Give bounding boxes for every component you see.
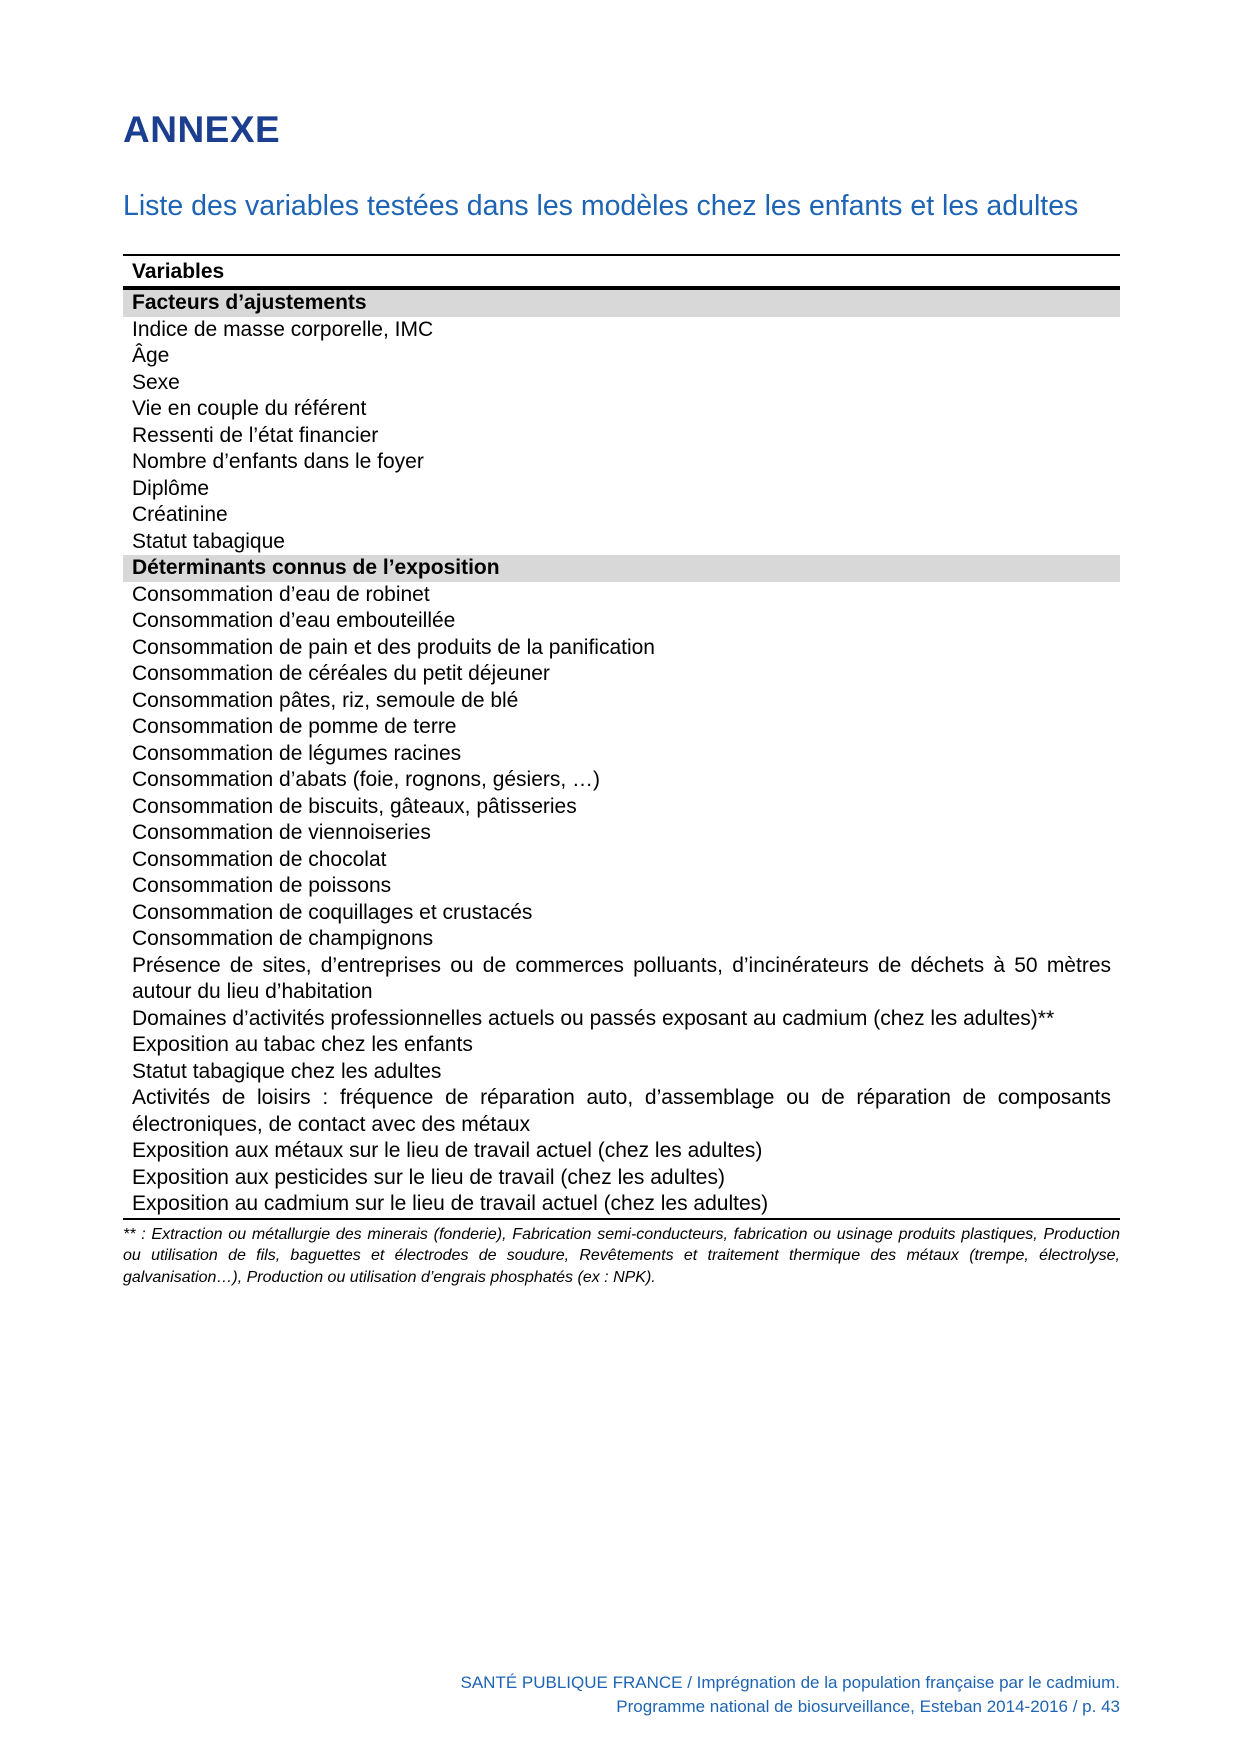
table-row: Consommation d’eau embouteillée — [132, 609, 456, 632]
table-row: Consommation pâtes, riz, semoule de blé — [132, 688, 519, 712]
table-row: Exposition aux métaux sur le lieu de travail actuel (chez les adultes) — [132, 1139, 763, 1162]
table-row: Statut tabagique — [132, 529, 285, 553]
table-row: Consommation d’eau de robinet — [132, 582, 430, 606]
variables-table — [123, 254, 1120, 1220]
table-row: Créatinine — [132, 503, 228, 526]
footer-line-1: SANTÉ PUBLIQUE FRANCE / Imprégnation de la population française par le cadmium. — [460, 1673, 1120, 1692]
table-row: Consommation de pain et des produits de la panification — [132, 635, 655, 659]
table-row: Exposition au tabac chez les enfants — [132, 1033, 473, 1056]
table-row: Présence de sites, d’entreprises ou de commerces polluants, d’incinérateurs de déchets à 50 mètres autour du lieu d’habitation — [132, 953, 1111, 1003]
table-footnote: ** : Extraction ou métallurgie des minerais (fonderie), Fabrication semi-conducteurs, fabrication ou usinage produits plastiques, Production ou utilisation de fils, baguettes et électrodes de soudure, Revêtements et traitement thermique des métaux (trempe, électrolyse, galvanisation…), Production ou utilisation d’engrais phosphatés (ex : NPK). — [123, 1225, 1120, 1286]
table-row: Consommation de poissons — [132, 874, 392, 897]
table-row: Consommation de légumes racines — [132, 741, 462, 765]
table-row: Diplôme — [132, 476, 210, 500]
table-row: Âge — [132, 344, 170, 367]
table-row: Nombre d’enfants dans le foyer — [132, 450, 424, 473]
page-subtitle: Liste des variables testées dans les modèles chez les enfants et les adultes — [123, 190, 1079, 222]
table-row: Consommation de viennoiseries — [132, 821, 431, 844]
table-row: Indice de masse corporelle, IMC — [132, 317, 434, 341]
table-row: Exposition aux pesticides sur le lieu de travail (chez les adultes) — [132, 1165, 725, 1189]
document-page-content — [123, 0, 1120, 1288]
table-row: Vie en couple du référent — [132, 397, 367, 420]
page-title: ANNEXE — [123, 109, 281, 150]
table-row: Activités de loisirs : fréquence de réparation auto, d’assemblage ou de réparation de composants électroniques, de contact avec des métaux — [132, 1086, 1111, 1136]
table-column-header: Variables — [123, 256, 1120, 290]
page-footer — [123, 1671, 1120, 1718]
table-row: Consommation de pomme de terre — [132, 715, 457, 738]
table-row: Sexe — [132, 370, 180, 394]
table-row: Consommation de chocolat — [132, 847, 387, 871]
table-row: Consommation d’abats (foie, rognons, gésiers, …) — [132, 768, 601, 791]
table-row: Statut tabagique chez les adultes — [132, 1059, 442, 1083]
table-row: Exposition au cadmium sur le lieu de travail actuel (chez les adultes) — [132, 1192, 769, 1215]
table-row: Ressenti de l’état financier — [132, 423, 379, 447]
section-header-row: Facteurs d’ajustements — [123, 290, 1120, 317]
table-row: Consommation de céréales du petit déjeuner — [132, 662, 550, 685]
footer-line-2: Programme national de biosurveillance, Esteban 2014-2016 / p. 43 — [616, 1696, 1120, 1716]
table-row: Consommation de coquillages et crustacés — [132, 900, 533, 924]
table-row: Consommation de champignons — [132, 927, 434, 950]
section-header-row: Déterminants connus de l’exposition — [123, 555, 1120, 582]
table-row: Consommation de biscuits, gâteaux, pâtisseries — [132, 794, 577, 818]
table-row: Domaines d’activités professionnelles actuels ou passés exposant au cadmium (chez les adultes)** — [132, 1006, 1055, 1030]
